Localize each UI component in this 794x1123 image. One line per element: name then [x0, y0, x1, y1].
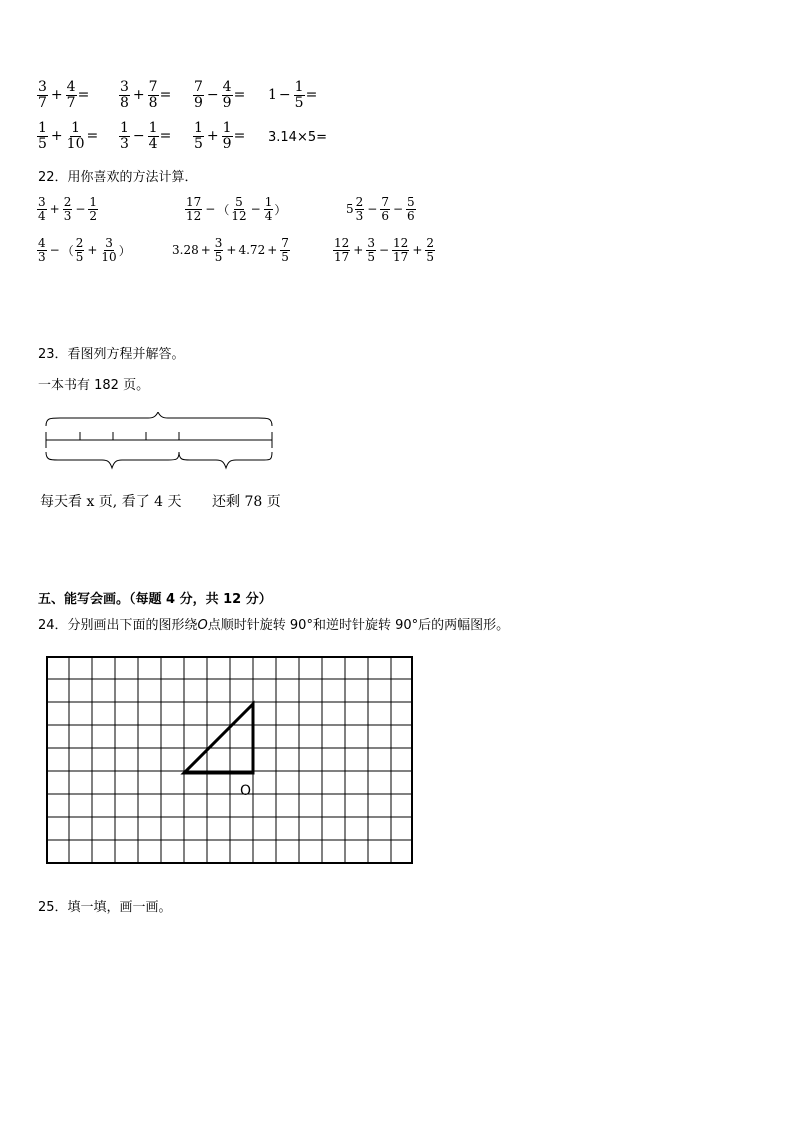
q22-title: 22．用你喜欢的方法计算． [38, 170, 198, 185]
rotation-grid [46, 656, 414, 866]
oral-expr-7: $\frac{1}{5}$ + $\frac{1}{9}$ = [194, 120, 246, 152]
remaining-brace [179, 452, 272, 468]
q24-title: 24．分别画出下面的图形绕O点顺时针旋转 90°和逆时针旋转 90°后的两幅图形。 [38, 618, 510, 633]
label-pages-left: 还剩 78 页 [212, 494, 281, 510]
q22-expr-5: 3.28 + $\frac{3}{5}$ + 4.72 + $\frac{7}{5}$ [172, 236, 289, 264]
q22-expr-3: 5 $\frac{2}{3}$ − $\frac{7}{6}$ − $\frac{5}{6}$ [346, 195, 415, 223]
total-brace [46, 412, 272, 426]
q22-expr-1: $\frac{3}{4}$ + $\frac{2}{3}$ − $\frac{1}{2}$ [38, 195, 98, 223]
oral-expr-2: $\frac{3}{8}$ + $\frac{7}{8}$ = [120, 79, 172, 111]
oral-expr-1: $\frac{3}{7}$ + $\frac{4}{7}$ = [38, 79, 90, 111]
section-5-heading: 五、能写会画。（每题 4 分，共 12 分） [38, 592, 272, 607]
oral-expr-6: $\frac{1}{3}$ − $\frac{1}{4}$ = [120, 120, 172, 152]
point-o: O [197, 618, 208, 633]
q25-title: 25．填一填，画一画。 [38, 900, 172, 915]
fraction: $\frac{4}{7}$ [66, 79, 76, 111]
q22-expr-4: $\frac{4}{3}$ − （ $\frac{2}{5}$ + $\frac{3}{10}$ ） [38, 236, 131, 264]
q23-title: 23．看图列方程并解答。 [38, 347, 185, 362]
oral-expr-8: 3.14×5= [268, 130, 328, 145]
read-brace [46, 452, 179, 468]
fraction: $\frac{3}{7}$ [38, 79, 47, 111]
oral-expr-3: $\frac{7}{9}$ − $\frac{4}{9}$ = [194, 79, 246, 111]
segment-diagram [40, 412, 280, 470]
q22-expr-6: $\frac{12}{17}$ + $\frac{3}{5}$ − $\frac{12}{17}$ + $\frac{2}{5}$ [334, 236, 435, 264]
oral-expr-4: 1 − $\frac{1}{5}$ = [268, 79, 318, 111]
q23-subtitle: 一本书有 182 页。 [38, 378, 150, 393]
o-point-label: O [240, 783, 252, 799]
label-days-read: 每天看 x 页, 看了 4 天 [40, 494, 182, 510]
q22-expr-2: $\frac{17}{12}$ − （ $\frac{5}{12}$ − $\frac{1}{4}$ ） [186, 195, 287, 223]
oral-expr-5: $\frac{1}{5}$ + $\frac{1}{10}$ = [38, 120, 99, 152]
triangle-figure [184, 704, 253, 773]
grid-lines [46, 656, 412, 863]
